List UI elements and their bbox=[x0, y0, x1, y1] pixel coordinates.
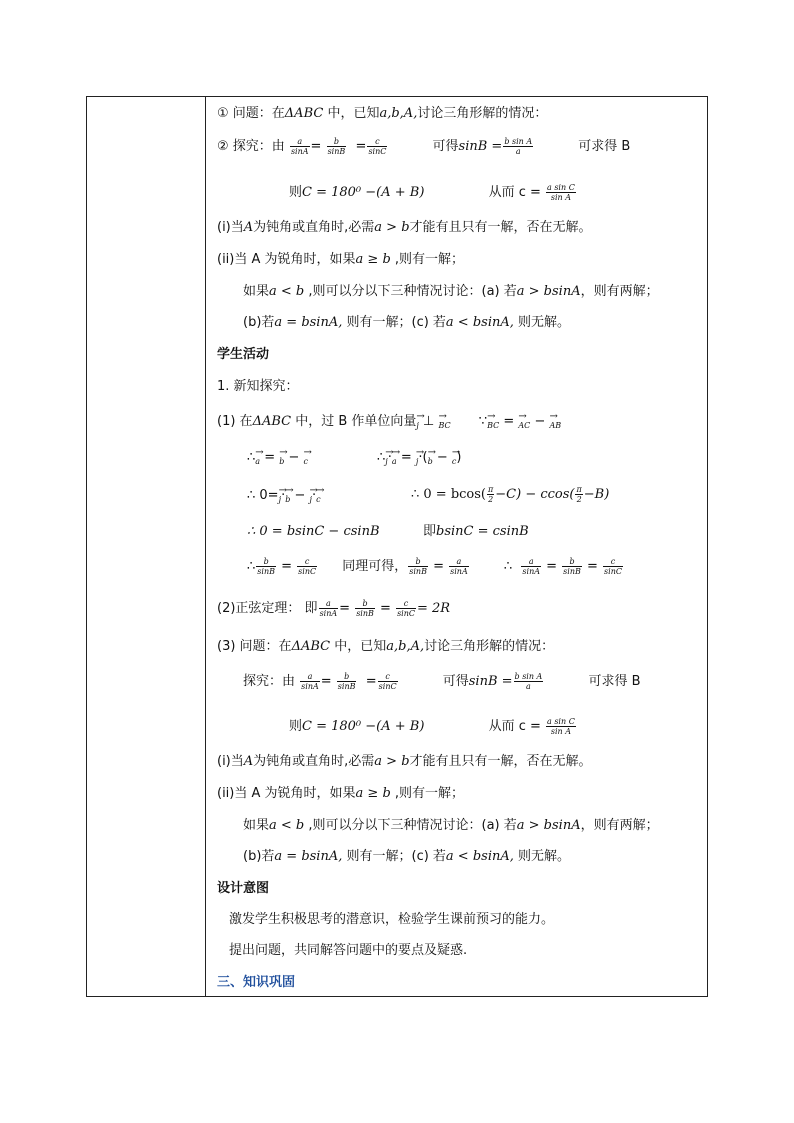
problem-line-1 bbox=[217, 105, 547, 123]
heading-student-activity: 学生活动 bbox=[217, 346, 270, 361]
content-cell bbox=[217, 97, 703, 996]
explore-line-3: 探究：由 $\frac{a}{\sin A}$ = $\frac{b}{\sin B}$ = $\frac{c}{\sin C}$ 可得sinB = $\frac{\text{b sin A}}{a}$ 可求得 B bbox=[243, 672, 641, 691]
case-ii-sub-2: (b)若a = bsinA, 则有一解；(c) 若a < bsinA, 则无解。 bbox=[243, 315, 571, 330]
text: 可求得 B bbox=[578, 139, 631, 154]
proof-line-4b: 即bsinC = csinB bbox=[423, 524, 529, 539]
case-ii-sub-4: (b)若a = bsinA, 则有一解；(c) 若a < bsinA, 则无解。 bbox=[243, 849, 571, 864]
proof-line-4a: ∴ 0 = bsinC − csinB bbox=[247, 524, 380, 539]
case-ii-sub-3: 如果a < b ,则可以分以下三种情况讨论：(a) 若a > bsinA，则有两解； bbox=[243, 818, 659, 833]
case-i: (i)当A为钝角或直角时,必需a > b才能有且只有一解，否在无解。 bbox=[217, 220, 592, 235]
item-1: 1. 新知探究： bbox=[217, 379, 299, 394]
frac-c-sinC: $\frac{c}{\sin C}$ bbox=[368, 137, 387, 156]
case-ii-sub: 如果a < b ,则可以分以下三种情况讨论：(a) 若a > bsinA，则有两解； bbox=[243, 284, 659, 299]
explore-line-2 bbox=[289, 183, 577, 202]
heading-knowledge-consolidation: 三、知识巩固 bbox=[217, 974, 296, 989]
text: 中，已知 bbox=[323, 106, 380, 121]
problem-line-3: (3) 问题：在ΔABC 中，已知a,b,A,讨论三角形解的情况： bbox=[217, 639, 555, 654]
proof-line-2a: ∴→ a = → b − → c bbox=[247, 449, 308, 467]
text: 则 bbox=[289, 185, 303, 200]
explore-line-1: ② 探究：由 $\frac{a}{\sin A}$ = $\frac{b}{\sin B}$ = $\frac{c}{\sin C}$ 可得sinB = $\frac{\text{b sin A}}{a}$ 可求得 B bbox=[217, 137, 631, 156]
text: ① 问题：在 bbox=[217, 106, 285, 121]
explore-line-4: 则C = 180⁰ −(A + B) 从而 c = $\frac{\text{a sin C}}{\text{sin A}}$ bbox=[289, 717, 575, 736]
math: C = 180⁰ −(A + B) bbox=[302, 185, 425, 200]
frac-a-sinA: $\frac{a}{\sin A}$ bbox=[290, 137, 309, 156]
case-ii: (ii)当 A 为锐角时，如果a ≥ b ,则有一解； bbox=[217, 252, 465, 267]
table bbox=[86, 96, 708, 997]
math: a,b,A, bbox=[379, 106, 418, 121]
text: 可得 bbox=[432, 139, 459, 154]
sine-law-line: (2)正弦定理： 即 $\frac{a}{\sin A}$ = $\frac{b}{\sin B}$ = $\frac{c}{\sin C}$ = 2R bbox=[217, 599, 451, 618]
column-divider bbox=[205, 97, 206, 996]
proof-line-2b: ∴→ j·→ a = → j·(→ b − → c) bbox=[377, 449, 461, 467]
text: ② 探究：由 bbox=[217, 139, 285, 154]
text: 从而 c = bbox=[488, 185, 541, 200]
heading-design-intent: 设计意图 bbox=[217, 880, 270, 895]
frac-pi-2: $\frac{\pi}{2}$ bbox=[576, 485, 582, 504]
frac-bsinA-a: $\frac{\text{b sin A}}{a}$ bbox=[504, 137, 533, 156]
design-line-1: 激发学生积极思考的潜意识，检验学生课前预习的能力。 bbox=[229, 912, 555, 927]
frac-pi-2: $\frac{\pi}{2}$ bbox=[488, 485, 494, 504]
math: sinB = bbox=[458, 139, 503, 154]
design-line-2: 提出问题，共同解答问题中的要点及疑惑. bbox=[229, 943, 468, 958]
text: 讨论三角形解的情况： bbox=[417, 106, 548, 121]
frac-asinC-sinA: $\frac{\text{a sin C}}{\text{sin A}}$ bbox=[547, 183, 575, 202]
frac-b-sinB: $\frac{b}{\sin B}$ bbox=[327, 137, 346, 156]
case-ii-2: (ii)当 A 为锐角时，如果a ≥ b ,则有一解； bbox=[217, 786, 465, 801]
math: ΔABC bbox=[284, 106, 324, 121]
case-i-2: (i)当A为钝角或直角时,必需a > b才能有且只有一解，否在无解。 bbox=[217, 754, 592, 769]
proof-line-3b: ∴ 0 = bcos( $\frac{\pi}{2}$ −C) − ccos( $\frac{\pi}{2}$ −B) bbox=[411, 485, 610, 504]
proof-line-3a: ∴ 0=→ j·→ b − → j·→ c bbox=[247, 487, 321, 505]
proof-line-1: (1) 在ΔABC 中，过 B 作单位向量→ j ⊥ → BC ∵→ BC = → AC − → AB bbox=[217, 413, 561, 431]
proof-line-5: ∴ $\frac{b}{\sin B}$ = $\frac{c}{\sin C}$ 同理可得， $\frac{b}{\sin B}$ = $\frac{a}{\sin A}$ ∴ $\frac{a}{\sin A}$ = $\frac{b}{\sin B}$ = $\frac{c}{\sin C}$ bbox=[247, 557, 622, 576]
